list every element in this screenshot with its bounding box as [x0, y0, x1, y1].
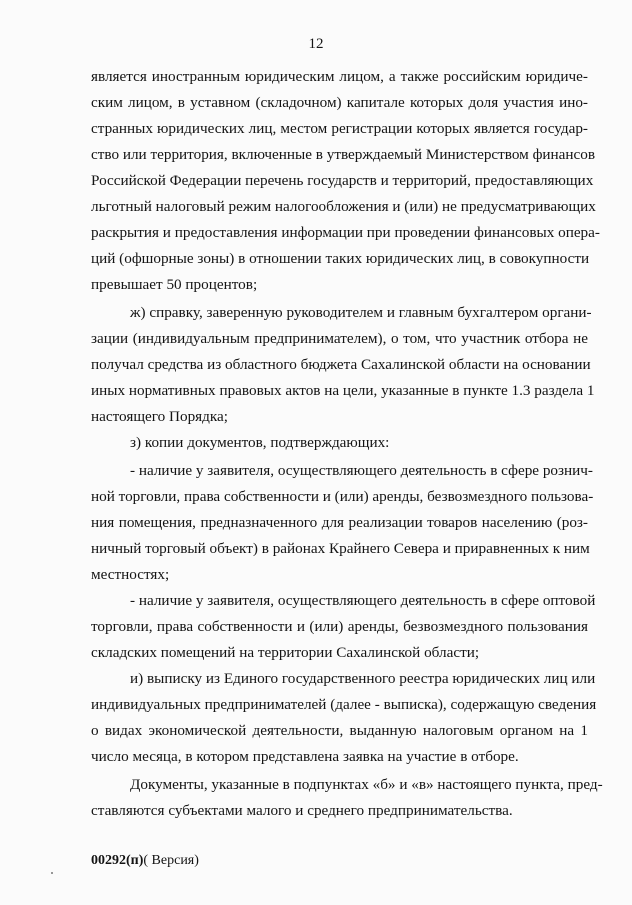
footer-code: 00292(п): [91, 853, 144, 868]
text-line: ничный торговый объект) в районах Крайнего Севера и приравненных к ним: [91, 540, 590, 557]
text-line: странных юридических лиц, местом регистрации которых является государ-: [91, 120, 588, 137]
text-line: ским лицом, в уставном (складочном) капитале которых доля участия ино-: [91, 94, 588, 111]
page-number: 12: [308, 36, 324, 52]
text-line: ж) справку, заверенную руководителем и главным бухгалтером органи-: [130, 304, 592, 321]
text-line: местностях;: [91, 566, 170, 583]
text-line: индивидуальных предпринимателей (далее - выписка), содержащую сведения: [91, 696, 597, 713]
text-line: превышает 50 процентов;: [91, 276, 258, 293]
text-line: о видах экономической деятельности, выданную налоговым органом на 1: [91, 722, 588, 739]
footer-label: ( Версия): [143, 853, 199, 868]
text-line: ций (офшорные зоны) в отношении таких юридических лиц, в совокупности: [91, 250, 590, 267]
text-line: складских помещений на территории Сахалинской области;: [91, 644, 480, 661]
text-line: ство или территория, включенные в утверждаемый Министерством финансов: [91, 146, 596, 163]
text-line: - наличие у заявителя, осуществляющего деятельность в сфере рознич-: [130, 462, 593, 479]
text-line: торговли, права собственности и (или) аренды, безвозмездного пользования: [91, 618, 588, 635]
text-line: Документы, указанные в подпунктах «б» и «в» настоящего пункта, пред-: [130, 776, 603, 793]
text-line: Российской Федерации перечень государств и территорий, предоставляющих: [91, 172, 594, 189]
text-line: раскрытия и предоставления информации при проведении финансовых опера-: [91, 224, 600, 241]
text-line: получал средства из областного бюджета Сахалинской области на основании: [91, 356, 591, 373]
text-line: является иностранным юридическим лицом, а также российским юридиче-: [91, 68, 588, 85]
footer-version: [91, 853, 199, 869]
text-line: льготный налоговый режим налогообложения и (или) не предусматривающих: [91, 198, 596, 215]
text-line: ставляются субъектами малого и среднего предпринимательства.: [91, 802, 513, 819]
text-line: зации (индивидуальным предпринимателем), о том, что участник отбора не: [91, 330, 588, 347]
scan-speck: [51, 872, 53, 874]
text-line: число месяца, в котором представлена заявка на участие в отборе.: [91, 748, 519, 765]
text-line: иных нормативных правовых актов на цели, указанные в пункте 1.3 раздела 1: [91, 382, 595, 399]
text-line: ной торговли, права собственности и (или) аренды, безвозмездного пользова-: [91, 488, 594, 505]
text-line: - наличие у заявителя, осуществляющего деятельность в сфере оптовой: [130, 592, 596, 609]
text-line: и) выписку из Единого государственного реестра юридических лиц или: [130, 670, 596, 687]
text-line: настоящего Порядка;: [91, 408, 228, 425]
text-line: з) копии документов, подтверждающих:: [130, 434, 390, 451]
text-line: ния помещения, предназначенного для реализации товаров населению (роз-: [91, 514, 588, 531]
